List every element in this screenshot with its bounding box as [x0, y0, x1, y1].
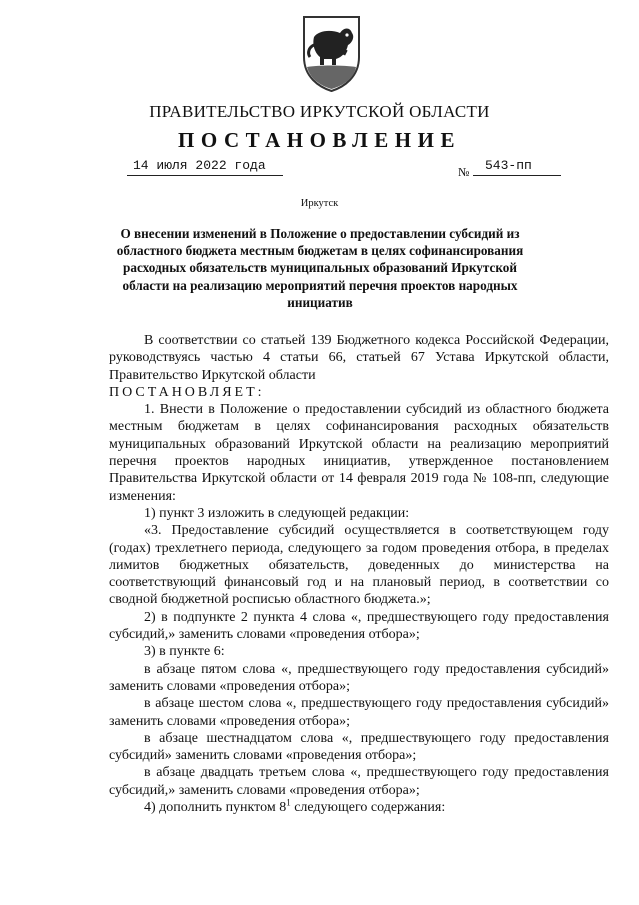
organization-name: ПРАВИТЕЛЬСТВО ИРКУТСКОЙ ОБЛАСТИ [149, 102, 490, 121]
paragraph-1-1: 1) пункт 3 изложить в следующей редакции: [144, 505, 410, 521]
paragraph-1-4 [109, 799, 609, 816]
document-type: ПОСТАНОВЛЕНИЕ [178, 128, 461, 152]
paragraph-1-4-start: 4) дополнить пунктом 8 [144, 800, 287, 816]
document-body [109, 332, 609, 816]
city-name: Иркутск [300, 198, 339, 209]
paragraph-1-3-d: в абзаце двадцать третьем слова «, предшествующего году предоставления субсидий,» заменить словами «проведения отбора»; [109, 765, 609, 798]
document-title: О внесении изменений в Положение о предоставлении субсидий из областного бюджета местным бюджетам в целях софинансирования расходных обязательств муниципальных образований Иркутской области на реализацию мероприятий перечня проектов народных инициатив [116, 226, 524, 310]
paragraph-1-3-c: в абзаце шестнадцатом слова «, предшествующего году предоставления субсидий» заменить словами «проведения отбора»; [109, 730, 609, 764]
paragraph-1-3-b: в абзаце шестом слова «, предшествующего году предоставления субсидий» заменить словами «проведения отбора»; [109, 696, 609, 729]
paragraph-1-4-end: следующего содержания: [290, 800, 446, 816]
intro-paragraph: В соответствии со статьей 139 Бюджетного кодекса Российской Федерации, руководствуясь частью 4 статьи 66, статьей 67 Устава Иркутской области, Правительство Иркутской области [109, 333, 609, 383]
document-number: 543-пп [473, 158, 561, 176]
paragraph-1-3-a: в абзаце пятом слова «, предшествующего году предоставления субсидий» заменить словами «проведения отбора»; [109, 661, 609, 694]
paragraph-1: 1. Внести в Положение о предоставлении субсидий из областного бюджета местным бюджетам в целях софинансирования расходных обязательств муниципальных образований Иркутской области на реализацию мероприятий перечня проектов народных инициатив, утвержденное постановлением Правительства Иркутской области от 14 февраля 2019 года № 108-пп, следующие изменения: [109, 402, 609, 504]
paragraph-1-2: 2) в подпункте 2 пункта 4 слова «, предшествующего году предоставления субсидий,» заменить словами «проведения отбора»; [109, 609, 609, 643]
document-date: 14 июля 2022 года [127, 158, 283, 176]
paragraph-1-4-superscript: 1 [286, 797, 291, 808]
paragraph-1-1-text: «3. Предоставление субсидий осуществляется в соответствующем году (годах) трехлетнего периода, следующего за годом проведения отбора, в пределах лимитов бюджетных обязательств, доведенных до министерства на соответствующий финансовый год и на плановый период, в соответствии со сводной бюджетной росписью областного бюджета.»; [109, 523, 609, 608]
irkutsk-coat-of-arms-icon [300, 13, 363, 93]
decree-word: ПОСТАНОВЛЯЕТ: [109, 384, 265, 400]
number-sign: № [458, 165, 470, 179]
paragraph-1-3: 3) в пункте 6: [144, 644, 225, 660]
